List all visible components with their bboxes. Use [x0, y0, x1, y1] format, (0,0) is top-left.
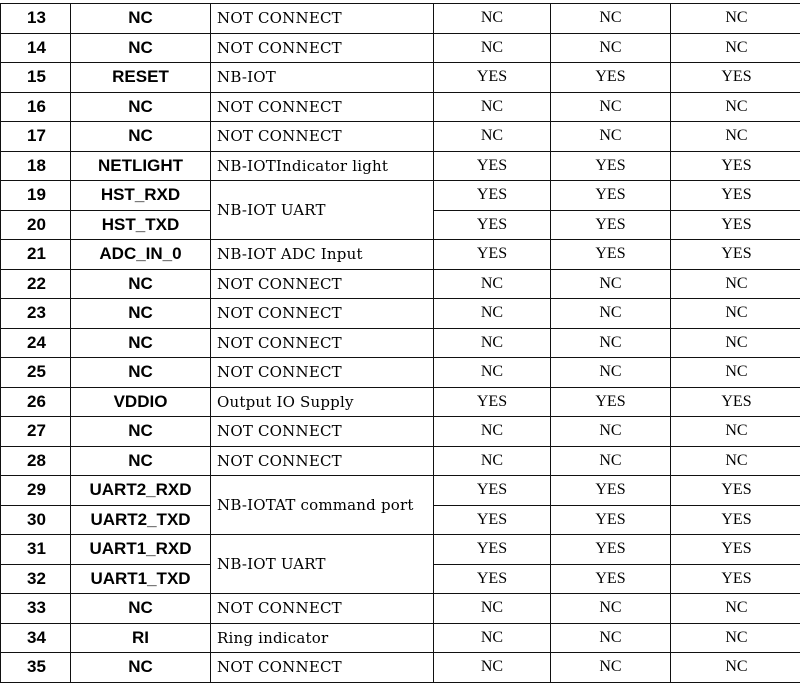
pin-name: UART1_RXD: [71, 535, 211, 565]
support-flag-3: NC: [671, 269, 800, 299]
pin-name: RI: [71, 623, 211, 653]
support-flag-1: NC: [434, 417, 551, 447]
support-flag-1: NC: [434, 4, 551, 34]
table-row: [1, 623, 800, 653]
pin-number: 19: [1, 181, 71, 211]
pin-number: 26: [1, 387, 71, 417]
support-flag-2: YES: [551, 151, 671, 181]
support-flag-2: NC: [551, 623, 671, 653]
support-flag-3: NC: [671, 446, 800, 476]
pin-description: NB-IOT ADC Input: [211, 240, 434, 270]
pin-description: NB-IOTIndicator light: [211, 151, 434, 181]
support-flag-2: NC: [551, 299, 671, 329]
pin-name: NETLIGHT: [71, 151, 211, 181]
table-row: [1, 4, 800, 34]
support-flag-1: YES: [434, 387, 551, 417]
pin-number: 22: [1, 269, 71, 299]
support-flag-2: NC: [551, 4, 671, 34]
support-flag-1: NC: [434, 122, 551, 152]
table-row: [1, 417, 800, 447]
table-row: [1, 269, 800, 299]
support-flag-1: NC: [434, 299, 551, 329]
support-flag-3: NC: [671, 4, 800, 34]
pin-description: NOT CONNECT: [211, 33, 434, 63]
pin-description: NB-IOT UART: [211, 535, 434, 594]
pin-number: 13: [1, 4, 71, 34]
pin-number: 31: [1, 535, 71, 565]
support-flag-3: YES: [671, 210, 800, 240]
support-flag-2: NC: [551, 92, 671, 122]
support-flag-3: NC: [671, 417, 800, 447]
support-flag-1: NC: [434, 269, 551, 299]
support-flag-2: YES: [551, 535, 671, 565]
table-row: [1, 535, 800, 565]
pin-number: 20: [1, 210, 71, 240]
pin-number: 34: [1, 623, 71, 653]
support-flag-3: YES: [671, 240, 800, 270]
pin-name: NC: [71, 594, 211, 624]
table-row: [1, 358, 800, 388]
table-row: [1, 387, 800, 417]
table-row: [1, 299, 800, 329]
support-flag-2: NC: [551, 417, 671, 447]
support-flag-3: NC: [671, 299, 800, 329]
support-flag-3: YES: [671, 476, 800, 506]
support-flag-1: YES: [434, 181, 551, 211]
support-flag-1: YES: [434, 505, 551, 535]
pin-name: VDDIO: [71, 387, 211, 417]
pin-name: HST_TXD: [71, 210, 211, 240]
support-flag-1: YES: [434, 210, 551, 240]
table-row: [1, 63, 800, 93]
support-flag-3: YES: [671, 387, 800, 417]
table-row: [1, 92, 800, 122]
support-flag-1: NC: [434, 92, 551, 122]
support-flag-1: YES: [434, 63, 551, 93]
pin-name: UART2_TXD: [71, 505, 211, 535]
pin-description: NOT CONNECT: [211, 269, 434, 299]
pin-name: NC: [71, 269, 211, 299]
pin-name: HST_RXD: [71, 181, 211, 211]
pin-description: NOT CONNECT: [211, 653, 434, 683]
table-row: [1, 151, 800, 181]
support-flag-3: NC: [671, 33, 800, 63]
pin-number: 18: [1, 151, 71, 181]
pin-description: Ring indicator: [211, 623, 434, 653]
pin-name: RESET: [71, 63, 211, 93]
pin-description: NOT CONNECT: [211, 328, 434, 358]
support-flag-3: YES: [671, 63, 800, 93]
support-flag-2: YES: [551, 181, 671, 211]
pin-description: NOT CONNECT: [211, 358, 434, 388]
support-flag-1: YES: [434, 240, 551, 270]
support-flag-2: YES: [551, 505, 671, 535]
table-row: [1, 181, 800, 211]
support-flag-1: NC: [434, 653, 551, 683]
pin-number: 16: [1, 92, 71, 122]
pin-name: NC: [71, 122, 211, 152]
pin-table-body: [1, 4, 800, 683]
pin-description: NB-IOTAT command port: [211, 476, 434, 535]
pin-name: ADC_IN_0: [71, 240, 211, 270]
support-flag-1: NC: [434, 328, 551, 358]
support-flag-2: NC: [551, 358, 671, 388]
support-flag-1: YES: [434, 476, 551, 506]
support-flag-3: YES: [671, 564, 800, 594]
table-row: [1, 240, 800, 270]
pin-name: UART2_RXD: [71, 476, 211, 506]
table-row: [1, 476, 800, 506]
support-flag-1: NC: [434, 33, 551, 63]
support-flag-3: NC: [671, 358, 800, 388]
pin-description: NOT CONNECT: [211, 92, 434, 122]
pin-description: NOT CONNECT: [211, 122, 434, 152]
pin-description: NB-IOT: [211, 63, 434, 93]
pin-name: UART1_TXD: [71, 564, 211, 594]
pin-number: 21: [1, 240, 71, 270]
pin-number: 29: [1, 476, 71, 506]
pin-number: 30: [1, 505, 71, 535]
pin-name: NC: [71, 358, 211, 388]
table-row: [1, 122, 800, 152]
pin-description: NOT CONNECT: [211, 417, 434, 447]
support-flag-3: NC: [671, 122, 800, 152]
support-flag-3: NC: [671, 92, 800, 122]
support-flag-2: YES: [551, 210, 671, 240]
support-flag-3: YES: [671, 535, 800, 565]
support-flag-1: YES: [434, 564, 551, 594]
table-row: [1, 446, 800, 476]
support-flag-1: YES: [434, 535, 551, 565]
pin-description: NOT CONNECT: [211, 446, 434, 476]
support-flag-1: NC: [434, 358, 551, 388]
pin-number: 33: [1, 594, 71, 624]
support-flag-2: YES: [551, 240, 671, 270]
pin-number: 23: [1, 299, 71, 329]
support-flag-2: NC: [551, 269, 671, 299]
support-flag-2: YES: [551, 63, 671, 93]
pin-name: NC: [71, 446, 211, 476]
pin-name: NC: [71, 299, 211, 329]
pin-name: NC: [71, 328, 211, 358]
pin-description: NB-IOT UART: [211, 181, 434, 240]
support-flag-1: NC: [434, 623, 551, 653]
support-flag-2: NC: [551, 653, 671, 683]
support-flag-3: YES: [671, 151, 800, 181]
pin-number: 14: [1, 33, 71, 63]
pin-description: Output IO Supply: [211, 387, 434, 417]
support-flag-2: NC: [551, 328, 671, 358]
support-flag-1: YES: [434, 151, 551, 181]
support-flag-2: YES: [551, 476, 671, 506]
pin-number: 28: [1, 446, 71, 476]
table-row: [1, 33, 800, 63]
pin-number: 35: [1, 653, 71, 683]
pin-name: NC: [71, 4, 211, 34]
support-flag-2: YES: [551, 564, 671, 594]
support-flag-3: NC: [671, 623, 800, 653]
pin-number: 15: [1, 63, 71, 93]
support-flag-3: NC: [671, 653, 800, 683]
pin-name: NC: [71, 92, 211, 122]
support-flag-2: NC: [551, 594, 671, 624]
table-row: [1, 653, 800, 683]
support-flag-1: NC: [434, 446, 551, 476]
support-flag-2: NC: [551, 33, 671, 63]
pin-description: NOT CONNECT: [211, 4, 434, 34]
pin-name: NC: [71, 33, 211, 63]
pin-number: 17: [1, 122, 71, 152]
pin-number: 24: [1, 328, 71, 358]
pin-number: 25: [1, 358, 71, 388]
pin-description: NOT CONNECT: [211, 594, 434, 624]
support-flag-3: NC: [671, 328, 800, 358]
pin-number: 32: [1, 564, 71, 594]
table-row: [1, 328, 800, 358]
support-flag-3: YES: [671, 181, 800, 211]
support-flag-3: YES: [671, 505, 800, 535]
pin-name: NC: [71, 417, 211, 447]
pin-number: 27: [1, 417, 71, 447]
table-row: [1, 594, 800, 624]
support-flag-3: NC: [671, 594, 800, 624]
support-flag-2: NC: [551, 446, 671, 476]
pin-description: NOT CONNECT: [211, 299, 434, 329]
support-flag-1: NC: [434, 594, 551, 624]
support-flag-2: NC: [551, 122, 671, 152]
support-flag-2: YES: [551, 387, 671, 417]
pin-table: [0, 3, 800, 683]
pin-name: NC: [71, 653, 211, 683]
